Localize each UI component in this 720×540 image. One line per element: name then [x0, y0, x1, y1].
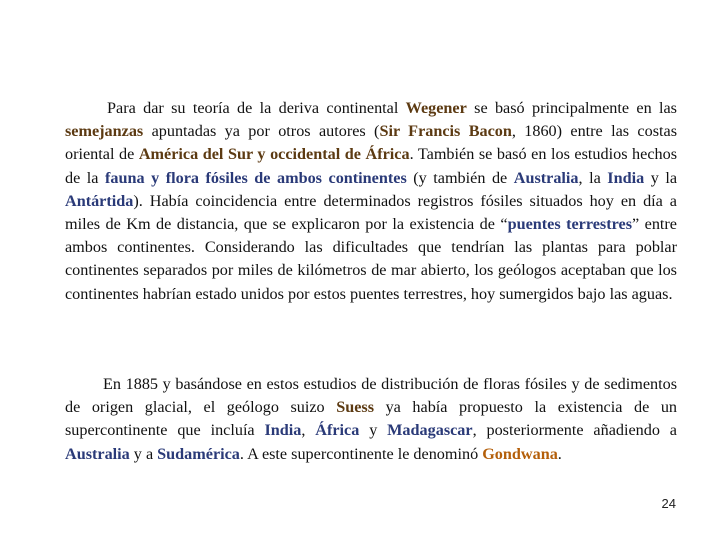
text-run: , 1860) entre las costas oriental de [65, 122, 677, 164]
text-run: Para dar su teoría de la deriva continental [107, 99, 406, 117]
term-india: India [607, 168, 645, 187]
paragraph-deriva-continental [65, 97, 677, 306]
term-antartida: Antártida [65, 191, 134, 210]
text-run: . [557, 444, 562, 463]
text-run: En 1885 y basándose en estos estudios de distribución de floras fósiles y de sedimentos de origen glacial, el geólogo suizo [65, 375, 677, 417]
text-run: (y también de [406, 168, 514, 187]
term-gondwana: Gondwana [482, 444, 558, 463]
page-number: 24 [661, 496, 676, 511]
text-run: . A este supercontinente le denominó [239, 444, 483, 463]
text-run: y la [644, 168, 678, 187]
term-fauna-flora: fauna y flora fósiles de ambos continentes [105, 168, 407, 187]
term-sudamerica: Sudamérica [157, 444, 240, 463]
term-india: India [264, 421, 302, 440]
text-run: se basó principalmente en las [466, 99, 677, 117]
term-australia: Australia [65, 444, 130, 463]
term-francis-bacon: Sir Francis Bacon [379, 122, 512, 141]
term-suess: Suess [336, 398, 375, 417]
text-run: . También se basó en los estudios hechos de la [65, 145, 678, 187]
text-run: y [359, 421, 388, 440]
term-madagascar: Madagascar [387, 421, 473, 440]
term-costas: América del Sur y occidental de África [138, 145, 410, 164]
text-run: y a [129, 444, 158, 463]
term-africa: África [315, 421, 360, 440]
text-run: ya había propuesto la existencia de un supercontinente que incluía [65, 398, 678, 440]
term-puentes-terrestres: puentes terrestres [507, 215, 632, 234]
text-run: ). Había coincidencia entre determinados registros fósiles situados hoy en día a miles de Km de distancia, que se explicaron por la existencia de “ [65, 191, 677, 234]
term-australia: Australia [513, 168, 579, 187]
text-run: apuntadas ya por otros autores ( [143, 122, 380, 141]
term-wegener: Wegener [405, 99, 467, 117]
paragraph-gondwana [65, 373, 677, 466]
text-run: ” entre ambos continentes. Considerando las dificultades que tendrían las plantas para poblar continentes separados por miles de kilómetros de mar abierto, los geólogos aceptaban que los continentes habrían estado unidos por estos puentes terrestres, hoy sumergidos bajo las aguas. [65, 215, 677, 303]
text-run: , posteriormente añadiendo a [472, 421, 677, 440]
text-run: , [301, 421, 316, 440]
term-semejanzas: semejanzas [65, 122, 144, 141]
text-run: , la [578, 168, 608, 187]
